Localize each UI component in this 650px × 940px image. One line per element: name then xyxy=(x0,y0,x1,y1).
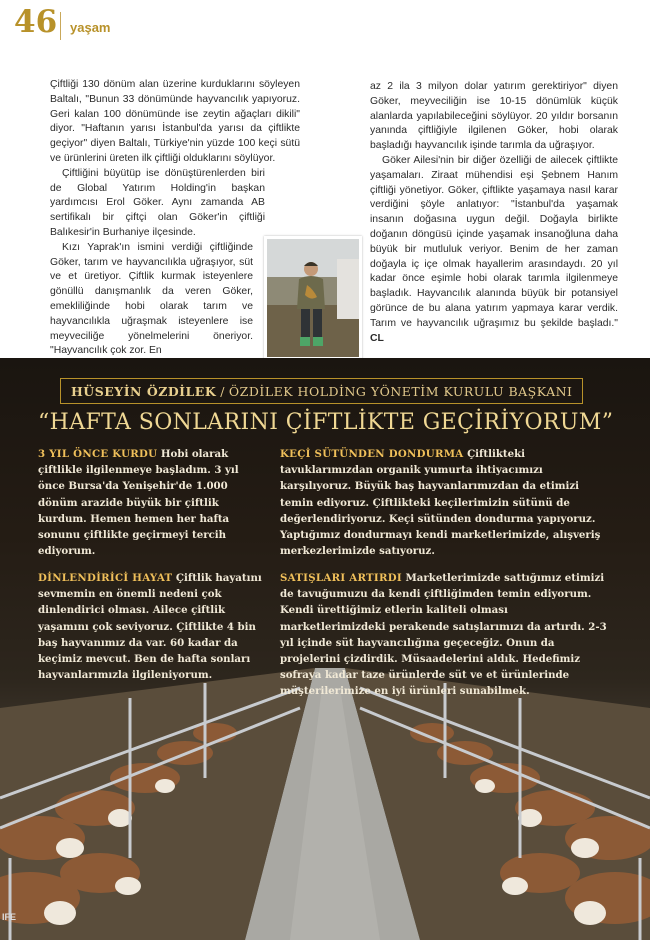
interviewee-name: HÜSEYİN ÖZDİLEK xyxy=(71,383,217,399)
header-divider xyxy=(60,12,61,40)
page-number: 46 xyxy=(14,4,58,40)
box-text: Çiftlikteki tavuklarımızdan organik yumurta ihtiyacımızı karşılıyoruz. Büyük baş hayvanlarımızdan da etimizi temin ediyoruz. Çiftlikteki keçilerimizin sütünü de değerlendiriyoruz. Keçi sütünden dondurma yapıyoruz. Yaptığımız dondurmayı kendi marketlerimizde, alışveriş merkezlerimizde satıyoruz. xyxy=(280,448,601,558)
person-photo xyxy=(264,236,362,360)
article-paragraph xyxy=(370,154,618,346)
article-right-column xyxy=(370,80,618,346)
interviewee-banner xyxy=(60,378,583,404)
article-paragraph: Çiftliği 130 dönüm alan üzerine kurduklarını söyleyen Baltalı, "Bunun 33 dönümünde hayvancılık yapıyoruz. Geri kalan 100 dönümünde ise zeytin ağaçları dikili" diyor. "Haftanın yarısı İstanbul'da yarısı da çiftlikte geçiyor" diyen Baltalı, Türkiye'nin yüzde 100 keçi sütü ve ürünlerini üreten ilk çiftliği olduklarını söylüyor. xyxy=(50,79,300,164)
box-lead: DİNLENDİRİCİ HAYAT xyxy=(38,572,173,584)
interview-box xyxy=(38,570,263,683)
article-paragraph: Çiftliğini büyütüp ise dönüştürenlerden biri de Global Yatırım Holding'in başkan yardımcısı Erol Göker. Aynı zamanda AB sertifikalı bir çiftçi olan Göker'in çiftliği Balıkesir'in Burhaniye ilçesinde. xyxy=(50,167,265,238)
interview-box xyxy=(38,446,258,559)
box-lead: 3 YIL ÖNCE KURDU xyxy=(38,448,158,460)
box-lead: SATIŞLARI ARTIRDI xyxy=(280,572,402,584)
article-paragraph: Kızı Yaprak'ın ismini verdiği çiftliğinde Göker, tarım ve hayvancılıkla uğraşıyor, süt ve et üretiyor. Çiftlik kurmak isteyenlere gönüllü danışmanlık da veren Göker, emekliliğinde hobi olarak tarım ve hayvancılıkla uğraşmak isteyenlere ise meyveciliğe yönelmelerini öneriyor. "Hayvancılık çok zor. En xyxy=(50,241,253,357)
interview-headline: “HAFTA SONLARINI ÇİFTLİKTE GEÇİRİYORUM” xyxy=(38,410,614,435)
box-text: Marketlerimizde sattığımız etimizi de tavuğumuzu da kendi çiftliğimden temin ediyorum. Kendi ürettiğimiz etlerin kaliteli olması marketlerimizdeki perakende satışlarımızı da artırdı. 2-3 yıl içinde süt hayvancılığına geçeceğiz. Onun da projelerini çizdirdik. Müsaadelerini aldık. Hedefimiz sofraya kadar taze ürünlerde süt ve et ürünlerinde müşterilerimize en iyi ürünleri sunabilmek. xyxy=(280,572,607,698)
farmer-illustration xyxy=(267,239,359,357)
banner-separator: / xyxy=(220,383,225,399)
box-text: Hobi olarak çiftlikle ilgilenmeye başladım. 3 yıl önce Bursa'da Yenişehir'de 1.000 dönüm arazide büyük bir çiftlik kurdum. Hemen hemen her hafta sonunu çiftlikte geçirmeyi tercih ediyorum. xyxy=(38,448,239,558)
author-signature: CL xyxy=(370,332,384,344)
interviewee-role: ÖZDİLEK HOLDİNG YÖNETİM KURULU BAŞKANI xyxy=(228,383,573,399)
section-name: yaşam xyxy=(70,20,111,35)
article-left-column xyxy=(50,78,300,359)
article-paragraph: az 2 ila 3 milyon dolar yatırım gerektiriyor" diyen Göker, meyveciliğin ise 10-15 dönümlük küçük alanlarda yapılabileceğini söylüyor. 20 yıldır borsanın yanında çiftliğiyle ilgilenen Göker, hobi olarak başladığı hayvancılık işinde tarımla da uğraşıyor. xyxy=(370,81,618,152)
magazine-mark: IFE xyxy=(2,912,17,922)
interview-box xyxy=(280,570,610,700)
box-text: Çiftlik hayatını sevmemin en önemli nedeni çok dinlendirici olması. Ailece çiftlik yaşamını çok seviyoruz. Çiftlikte 4 bin baş hayvanımız da var. 60 kadar da keçimiz mevcut. Ben de hafta sonları hayvanlarımızla ilgileniyorum. xyxy=(38,572,262,682)
article-paragraph-text: Göker Ailesi'nin bir diğer özelliği de ailecek çiftlikte yaşamaları. Ziraat mühendisi eşi Şebnem Hanım çiftliği yönetiyor. Göker, çiftlikte yaşamaya nasıl karar verdiğini şöyle anlatıyor: "İstanbul'da yaşamak insanın doğasına uygun değil. Doğayla birlikte doğanın döngüsü içinde yaşamak insanoğluna daha büyük bir mutluluk veriyor. Benim de her zaman doğayla iç içe olmak hayallerim arasındaydı. 20 yıl kadar önce eşimle hobi olarak tarımla ilgilenmeye başladık. Hayvancılık alanında büyük bir potansiyel görünce de bu alana yatırım yapmaya karar verdik. Tarım ve hayvancılık uğraşımız bu şekilde başladı." xyxy=(370,154,618,329)
box-lead: KEÇİ SÜTÜNDEN DONDURMA xyxy=(280,448,464,460)
interview-box xyxy=(280,446,610,559)
